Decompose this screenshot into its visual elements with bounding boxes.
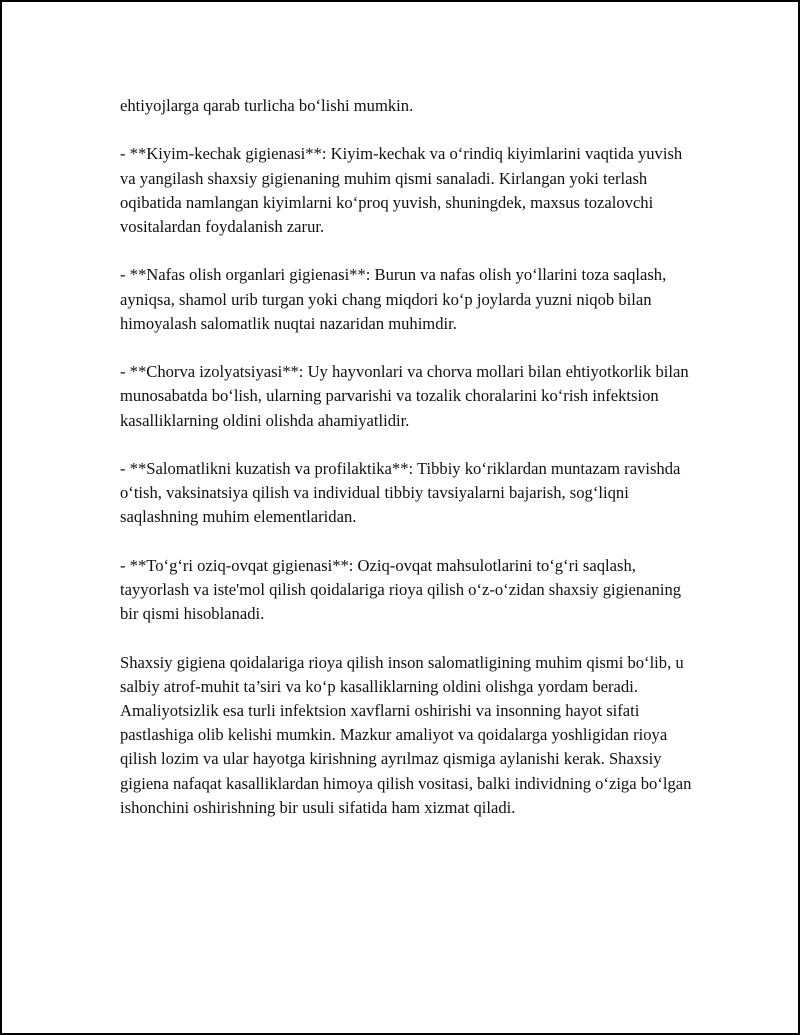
paragraph-clothing-hygiene: - **Kiyim-kechak gigienasi**: Kiyim-kechak va o‘rindiq kiyimlarini vaqtida yuvish va yangilash shaxsiy gigienaning muhim qismi sanaladi. Kirlangan yoki terlash oqibatida namlangan kiyimlarni ko‘proq yuvish, shuningdek, maxsus tozalovchi vositalardan foydalanish zarur. [120, 144, 683, 236]
paragraph-health-monitoring: - **Salomatlikni kuzatish va profilaktika**: Tibbiy ko‘riklardan muntazam ravishda o‘tish, vaksinatsiya qilish va individual tibbiy tavsiyalarni bajarish, sog‘liqni saqlashning muhim elementlaridan. [120, 458, 681, 527]
paragraph-food-hygiene: - **To‘g‘ri oziq-ovqat gigienasi**: Oziq-ovqat mahsulotlarini to‘g‘ri saqlash, tayyorlash va iste'mol qilish qoidalariga rioya qilish o‘z-o‘zidan shaxsiy gigienaning bir qismi hisoblanadi. [120, 555, 682, 624]
document-body [120, 94, 700, 844]
paragraph-continuation: ehtiyojlarga qarab turlicha bo‘lishi mumkin. [120, 96, 414, 115]
paragraph-respiratory-hygiene: - **Nafas olish organlari gigienasi**: Burun va nafas olish yo‘llarini toza saqlash, ayniqsa, shamol urib turgan yoki chang miqdori ko‘p joylarda yuzni niqob bilan himoyalash salomatlik nuqtai nazaridan muhimdir. [120, 265, 667, 333]
paragraph-conclusion: Shaxsiy gigiena qoidalariga rioya qilish inson salomatligining muhim qismi bo‘lib, u salbiy atrof-muhit ta’siri va ko‘p kasalliklarning oldini olishga yordam beradi. Amaliyotsizlik esa turli infektsion xavflarni oshirishi va insonning hayot sifati pastlashiga olib kelishi mumkin. Mazkur amaliyot va qoidalarga yoshligidan rioya qilish lozim va ular hayotga kirishning ayrılmaz qismiga aylanishi kerak. Shaxsiy gigiena nafaqat kasalliklardan himoya qilish vositasi, balki individning o‘ziga bo‘lgan ishonchini oshirishning bir usuli sifatida ham xizmat qiladi. [120, 652, 692, 817]
paragraph-livestock-isolation: - **Chorva izolyatsiyasi**: Uy hayvonlari va chorva mollari bilan ehtiyotkorlik bilan munosabatda bo‘lish, ularning parvarishi va tozalik choralarini ko‘rish infektsion kasalliklarning oldini olishda ahamiyatlidir. [120, 362, 689, 430]
